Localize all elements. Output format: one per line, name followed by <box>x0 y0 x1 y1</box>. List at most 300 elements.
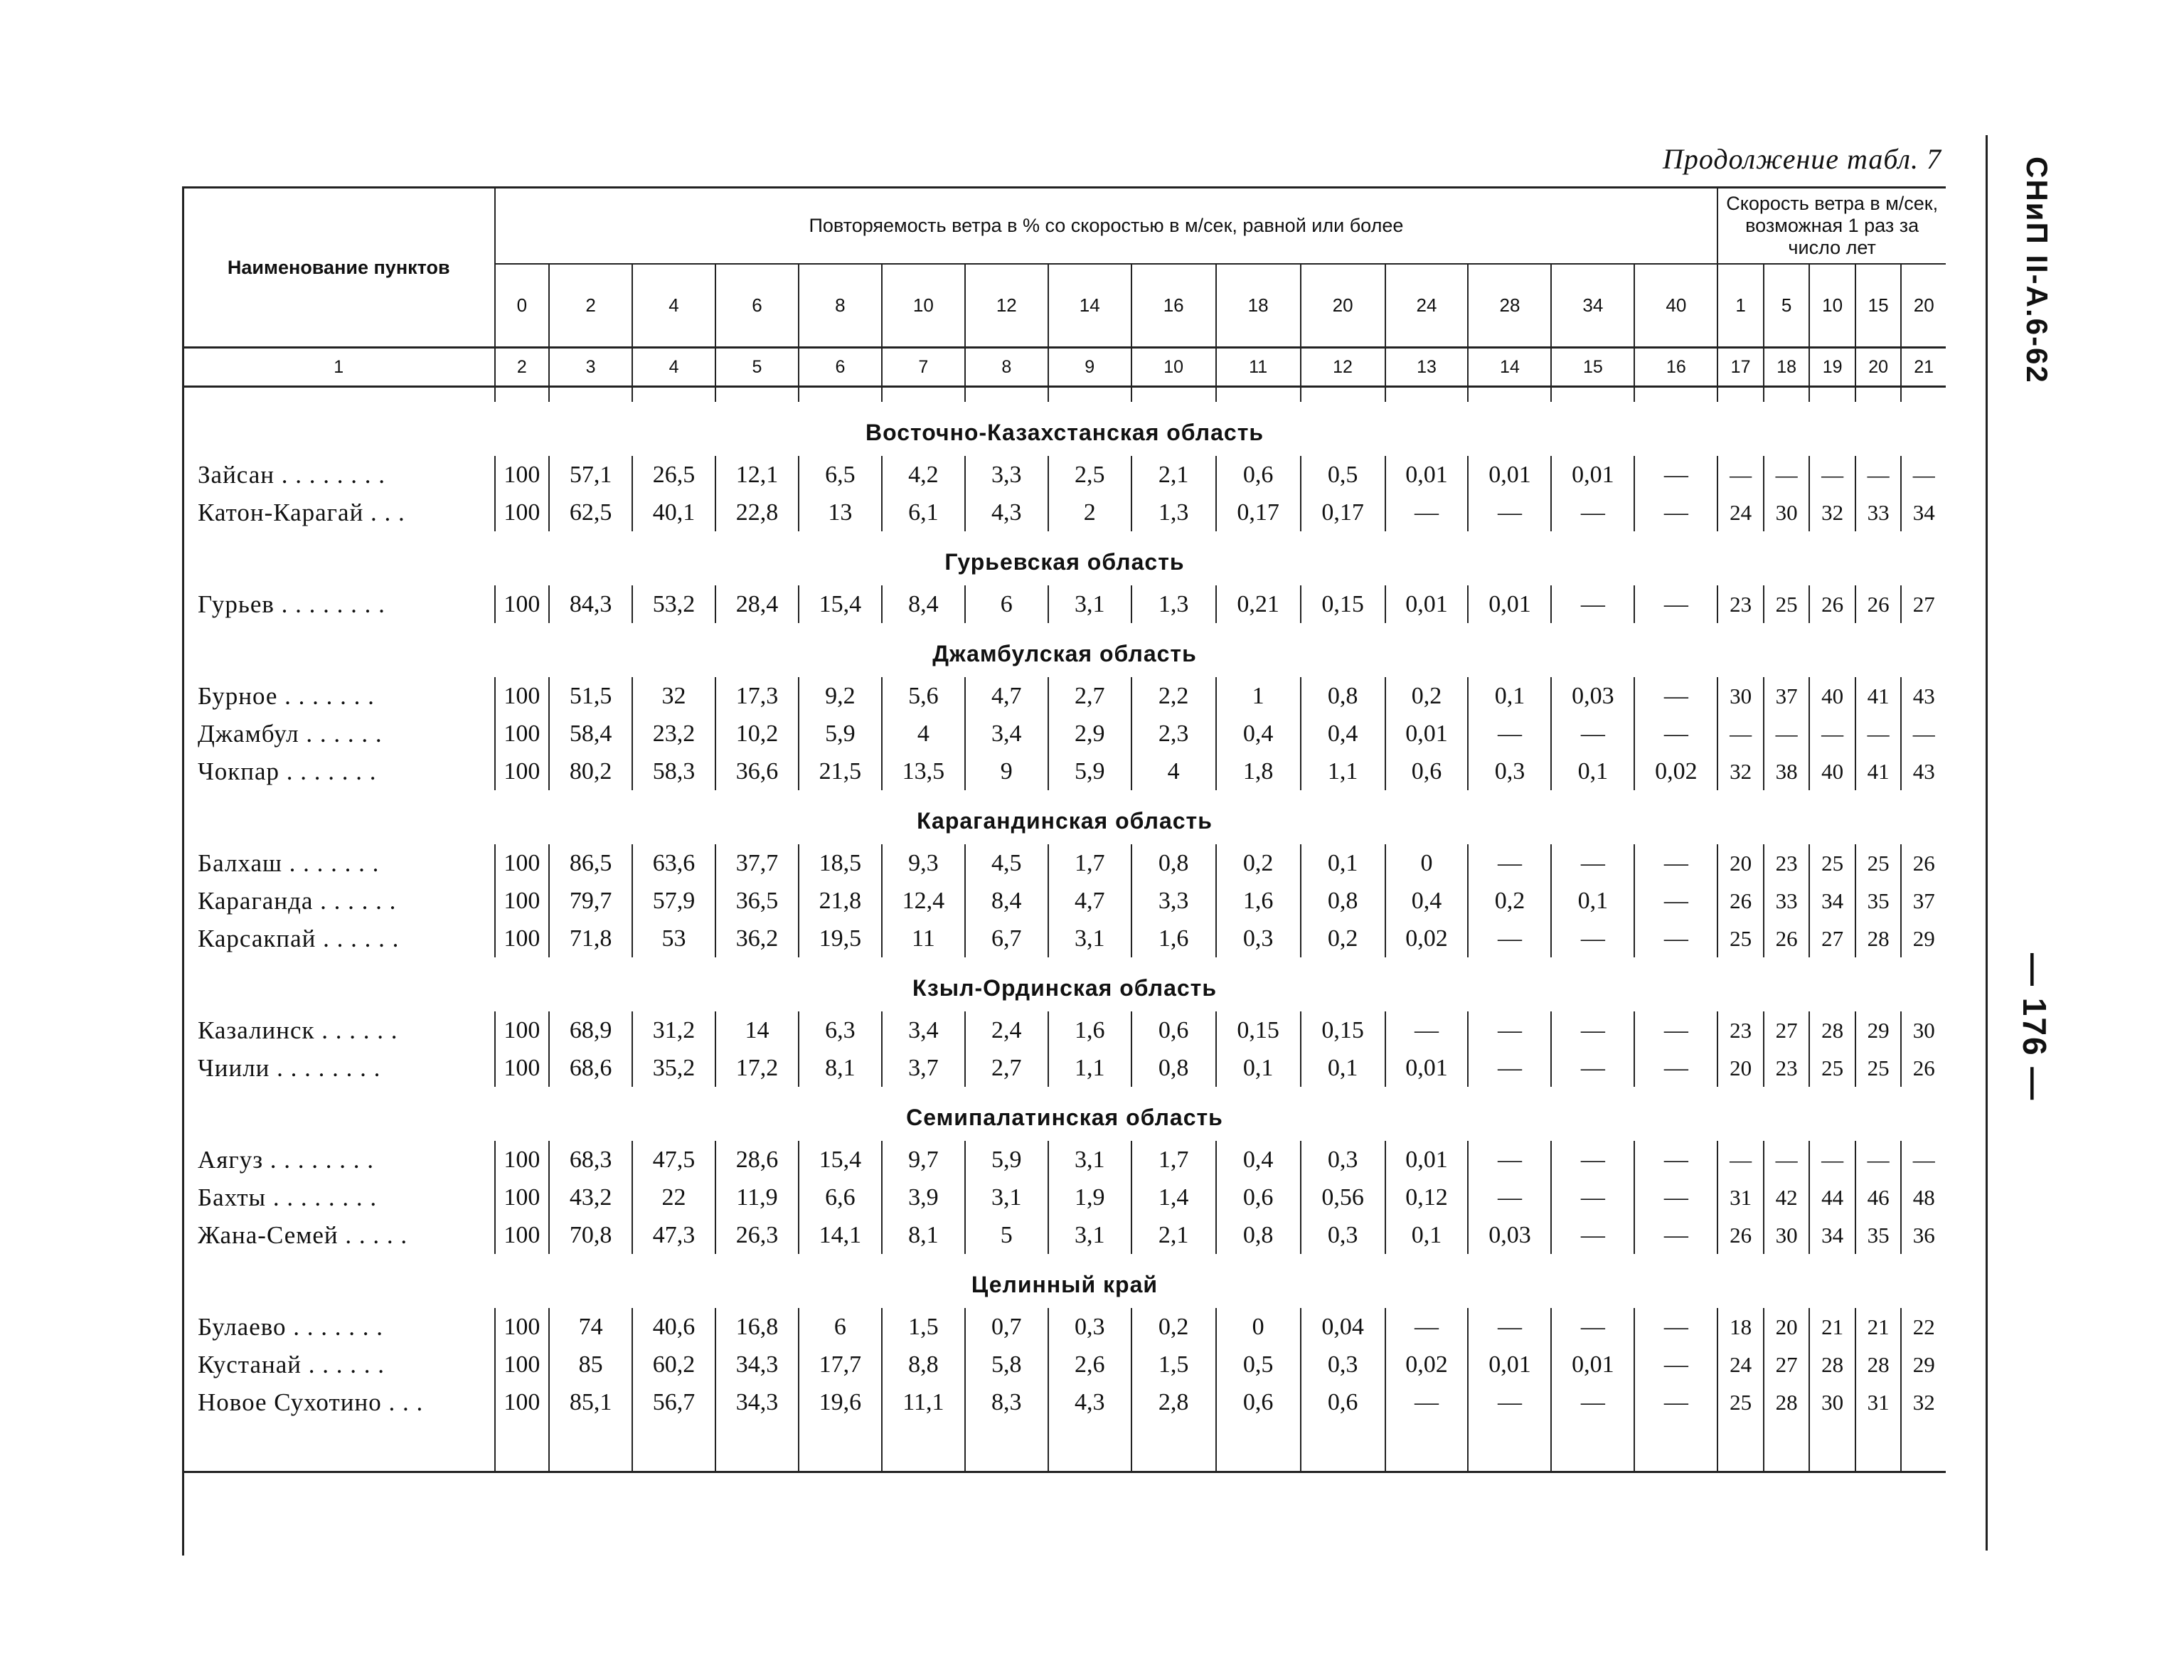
table-row <box>183 1141 1946 1179</box>
spacer-cell <box>965 387 1048 403</box>
repeatability-value: 62,5 <box>549 494 632 531</box>
repeatability-value: — <box>1551 1308 1634 1346</box>
repeatability-value: 15,4 <box>799 585 882 623</box>
station-name: Чокпар . . . . . . . <box>198 757 377 785</box>
max-speed-value: 21 <box>1855 1308 1902 1346</box>
column-number: 7 <box>882 348 965 387</box>
max-speed-value: 30 <box>1764 1216 1810 1254</box>
repeatability-value: 100 <box>495 1383 550 1421</box>
max-speed-value: 32 <box>1901 1383 1946 1421</box>
repeatability-value: 60,2 <box>632 1346 715 1383</box>
column-number: 12 <box>1301 348 1385 387</box>
column-number: 16 <box>1634 348 1717 387</box>
closing-cell <box>1717 1421 1764 1472</box>
station-name: Караганда . . . . . . <box>198 886 397 915</box>
repeatability-value: 47,5 <box>632 1141 715 1179</box>
repeatability-value: 100 <box>495 753 550 790</box>
column-number: 1 <box>183 348 495 387</box>
repeatability-value: — <box>1551 1216 1634 1254</box>
repeatability-value: 3,1 <box>965 1179 1048 1216</box>
repeatability-value: 23,2 <box>632 715 715 753</box>
repeatability-value: 47,3 <box>632 1216 715 1254</box>
max-speed-value: 23 <box>1717 1011 1764 1049</box>
repeatability-value: 0,2 <box>1216 844 1301 882</box>
max-speed-value: 26 <box>1901 844 1946 882</box>
max-speed-value: 24 <box>1717 494 1764 531</box>
repeatability-value: — <box>1634 1346 1717 1383</box>
repeatability-value: — <box>1468 1011 1551 1049</box>
repeatability-value: 56,7 <box>632 1383 715 1421</box>
repeatability-value: 3,4 <box>965 715 1048 753</box>
repeatability-value: — <box>1551 1383 1634 1421</box>
repeatability-value: — <box>1634 456 1717 494</box>
region-section-header <box>183 957 1946 1011</box>
region-title: Карагандинская область <box>917 807 1213 834</box>
column-number: 21 <box>1901 348 1946 387</box>
repeatability-value: 85,1 <box>549 1383 632 1421</box>
repeatability-value: 5,9 <box>965 1141 1048 1179</box>
max-speed-value: 24 <box>1717 1346 1764 1383</box>
repeatability-value: 0,6 <box>1216 456 1301 494</box>
max-speed-value: 46 <box>1855 1179 1902 1216</box>
max-speed-value: 20 <box>1717 1049 1764 1087</box>
region-section-header <box>183 1087 1946 1141</box>
max-speed-value: 25 <box>1764 585 1810 623</box>
repeatability-value: 0,4 <box>1216 715 1301 753</box>
station-name: Чиили . . . . . . . . <box>198 1053 381 1082</box>
repeatability-value: 8,1 <box>882 1216 965 1254</box>
speed-threshold-header: 4 <box>632 264 715 348</box>
max-speed-value: 31 <box>1717 1179 1764 1216</box>
region-title: Кзыл-Ординская область <box>912 974 1218 1001</box>
repeatability-value: 36,2 <box>715 920 799 957</box>
column-number: 10 <box>1131 348 1216 387</box>
spacer-cell <box>1855 387 1902 403</box>
repeatability-value: 0,03 <box>1468 1216 1551 1254</box>
repeatability-value: — <box>1468 920 1551 957</box>
table-row <box>183 1011 1946 1049</box>
repeatability-value: 2,7 <box>1048 677 1131 715</box>
speed-threshold-header: 14 <box>1048 264 1131 348</box>
repeatability-value: 43,2 <box>549 1179 632 1216</box>
repeatability-value: 8,4 <box>882 585 965 623</box>
repeatability-value: 100 <box>495 1011 550 1049</box>
repeatability-value: 15,4 <box>799 1141 882 1179</box>
repeatability-value: 2,5 <box>1048 456 1131 494</box>
repeatability-value: 0,1 <box>1385 1216 1469 1254</box>
repeatability-value: 53 <box>632 920 715 957</box>
closing-cell <box>1764 1421 1810 1472</box>
repeatability-value: 0,02 <box>1385 1346 1469 1383</box>
max-speed-value: — <box>1764 1141 1810 1179</box>
repeatability-value: 100 <box>495 1141 550 1179</box>
repeatability-value: 6,3 <box>799 1011 882 1049</box>
header-row-column-numbers <box>183 348 1946 387</box>
closing-cell <box>495 1421 550 1472</box>
repeatability-value: 3,1 <box>1048 920 1131 957</box>
repeatability-value: 0,56 <box>1301 1179 1385 1216</box>
column-number: 8 <box>965 348 1048 387</box>
speed-threshold-header: 24 <box>1385 264 1469 348</box>
max-speed-value: 18 <box>1717 1308 1764 1346</box>
repeatability-value: 85 <box>549 1346 632 1383</box>
spacer-cell <box>1216 387 1301 403</box>
speed-threshold-header: 40 <box>1634 264 1717 348</box>
repeatability-value: 0,01 <box>1385 1049 1469 1087</box>
spacer-cell <box>1717 387 1764 403</box>
repeatability-value: — <box>1385 1383 1469 1421</box>
closing-cell <box>882 1421 965 1472</box>
repeatability-value: 17,2 <box>715 1049 799 1087</box>
repeatability-value: 0,15 <box>1301 585 1385 623</box>
repeatability-value: 0 <box>1385 844 1469 882</box>
repeatability-value: 5,9 <box>1048 753 1131 790</box>
repeatability-value: 4,3 <box>965 494 1048 531</box>
max-speed-value: 34 <box>1901 494 1946 531</box>
max-speed-value: 40 <box>1809 677 1855 715</box>
max-speed-value: 43 <box>1901 677 1946 715</box>
repeatability-value: 0,17 <box>1216 494 1301 531</box>
repeatability-value: 0,1 <box>1301 844 1385 882</box>
max-speed-value: 23 <box>1717 585 1764 623</box>
max-speed-value: 44 <box>1809 1179 1855 1216</box>
repeatability-value: 36,5 <box>715 882 799 920</box>
repeatability-value: 17,3 <box>715 677 799 715</box>
repeatability-value: 2 <box>1048 494 1131 531</box>
repeatability-value: 2,4 <box>965 1011 1048 1049</box>
repeatability-value: 19,5 <box>799 920 882 957</box>
closing-cell <box>549 1421 632 1472</box>
repeatability-value: — <box>1385 1011 1469 1049</box>
repeatability-value: 0,01 <box>1468 585 1551 623</box>
repeatability-value: 18,5 <box>799 844 882 882</box>
max-speed-value: 28 <box>1809 1011 1855 1049</box>
repeatability-value: 0,01 <box>1385 585 1469 623</box>
max-speed-value: 20 <box>1764 1308 1810 1346</box>
repeatability-value: 68,3 <box>549 1141 632 1179</box>
spacer-cell <box>799 387 882 403</box>
speed-threshold-header: 2 <box>549 264 632 348</box>
max-speed-value: 21 <box>1809 1308 1855 1346</box>
max-speed-value: 28 <box>1855 920 1902 957</box>
spacer-cell <box>1385 387 1469 403</box>
repeatability-value: 9,2 <box>799 677 882 715</box>
region-title: Джамбулская область <box>932 640 1197 666</box>
repeatability-value: 2,1 <box>1131 1216 1216 1254</box>
repeatability-value: 0,3 <box>1301 1216 1385 1254</box>
max-speed-value: 30 <box>1901 1011 1946 1049</box>
spacer-row <box>183 387 1946 403</box>
repeatability-value: — <box>1634 677 1717 715</box>
repeatability-value: — <box>1551 1179 1634 1216</box>
speed-threshold-header: 34 <box>1551 264 1634 348</box>
max-speed-value: 29 <box>1901 920 1946 957</box>
max-speed-value: 48 <box>1901 1179 1946 1216</box>
repeatability-value: 17,7 <box>799 1346 882 1383</box>
repeatability-value: 4,3 <box>1048 1383 1131 1421</box>
repeatability-value: 16,8 <box>715 1308 799 1346</box>
max-speed-value: 35 <box>1855 882 1902 920</box>
repeatability-value: — <box>1551 920 1634 957</box>
repeatability-value: — <box>1634 882 1717 920</box>
repeatability-value: 51,5 <box>549 677 632 715</box>
repeatability-value: 14 <box>715 1011 799 1049</box>
repeatability-value: 1,4 <box>1131 1179 1216 1216</box>
max-speed-value: 27 <box>1901 585 1946 623</box>
repeatability-value: — <box>1468 1141 1551 1179</box>
repeatability-value: 0,01 <box>1385 1141 1469 1179</box>
max-speed-value: 33 <box>1855 494 1902 531</box>
table-header <box>183 188 1946 387</box>
closing-cell <box>1131 1421 1216 1472</box>
max-speed-value: 27 <box>1809 920 1855 957</box>
repeatability-value: 0,6 <box>1216 1179 1301 1216</box>
repeatability-value: 0,15 <box>1216 1011 1301 1049</box>
repeatability-value: 58,4 <box>549 715 632 753</box>
repeatability-value: 100 <box>495 882 550 920</box>
repeatability-value: — <box>1468 844 1551 882</box>
repeatability-value: — <box>1634 1049 1717 1087</box>
repeatability-value: — <box>1468 494 1551 531</box>
max-speed-value: 38 <box>1764 753 1810 790</box>
repeatability-value: — <box>1468 715 1551 753</box>
repeatability-value: 1,6 <box>1216 882 1301 920</box>
repeatability-value: 0,12 <box>1385 1179 1469 1216</box>
max-speed-value: 41 <box>1855 677 1902 715</box>
repeatability-value: 11,1 <box>882 1383 965 1421</box>
repeatability-value: — <box>1551 1049 1634 1087</box>
repeatability-value: 26,3 <box>715 1216 799 1254</box>
year-period-header: 15 <box>1855 264 1902 348</box>
repeatability-value: 0,8 <box>1131 1049 1216 1087</box>
year-period-header: 1 <box>1717 264 1764 348</box>
repeatability-value: 8,8 <box>882 1346 965 1383</box>
repeatability-value: 4,7 <box>965 677 1048 715</box>
speed-threshold-header: 0 <box>495 264 550 348</box>
repeatability-value: 0,2 <box>1468 882 1551 920</box>
repeatability-value: 2,7 <box>965 1049 1048 1087</box>
speed-threshold-header: 6 <box>715 264 799 348</box>
max-speed-value: — <box>1717 715 1764 753</box>
repeatability-value: 9,7 <box>882 1141 965 1179</box>
repeatability-value: 0,03 <box>1551 677 1634 715</box>
max-speed-value: 26 <box>1717 882 1764 920</box>
repeatability-value: — <box>1551 585 1634 623</box>
repeatability-value: 1,9 <box>1048 1179 1131 1216</box>
repeatability-value: 40,1 <box>632 494 715 531</box>
max-speed-value: — <box>1901 1141 1946 1179</box>
repeatability-value: 0,6 <box>1216 1383 1301 1421</box>
region-section-header <box>183 623 1946 677</box>
repeatability-value: 0,6 <box>1131 1011 1216 1049</box>
repeatability-value: 21,8 <box>799 882 882 920</box>
max-speed-value: 43 <box>1901 753 1946 790</box>
max-speed-value: 26 <box>1901 1049 1946 1087</box>
repeatability-value: 1,1 <box>1048 1049 1131 1087</box>
repeatability-value: 0,4 <box>1301 715 1385 753</box>
speed-threshold-header: 18 <box>1216 264 1301 348</box>
repeatability-value: — <box>1634 1011 1717 1049</box>
max-speed-value: 30 <box>1809 1383 1855 1421</box>
closing-cell <box>1809 1421 1855 1472</box>
repeatability-value: 0,5 <box>1216 1346 1301 1383</box>
repeatability-value: 68,9 <box>549 1011 632 1049</box>
repeatability-value: 100 <box>495 715 550 753</box>
column-number: 11 <box>1216 348 1301 387</box>
max-speed-value: 32 <box>1717 753 1764 790</box>
year-period-header: 10 <box>1809 264 1855 348</box>
repeatability-value: 84,3 <box>549 585 632 623</box>
max-speed-value: — <box>1764 715 1810 753</box>
repeatability-value: 2,1 <box>1131 456 1216 494</box>
table-row <box>183 715 1946 753</box>
closing-cell <box>1551 1421 1634 1472</box>
closing-cell <box>1468 1421 1551 1472</box>
region-section-header <box>183 1254 1946 1308</box>
repeatability-value: 31,2 <box>632 1011 715 1049</box>
column-number: 4 <box>632 348 715 387</box>
speed-threshold-header: 20 <box>1301 264 1385 348</box>
max-speed-value: 36 <box>1901 1216 1946 1254</box>
repeatability-value: 100 <box>495 1049 550 1087</box>
repeatability-value: 11,9 <box>715 1179 799 1216</box>
closing-cell <box>183 1421 495 1472</box>
repeatability-value: — <box>1634 844 1717 882</box>
max-speed-value: 25 <box>1855 844 1902 882</box>
repeatability-value: 100 <box>495 677 550 715</box>
spacer-cell <box>1764 387 1810 403</box>
max-speed-value: — <box>1855 1141 1902 1179</box>
spacer-cell <box>1301 387 1385 403</box>
repeatability-value: — <box>1468 1049 1551 1087</box>
max-speed-value: 22 <box>1901 1308 1946 1346</box>
closing-row <box>183 1421 1946 1472</box>
repeatability-value: 0,8 <box>1216 1216 1301 1254</box>
repeatability-value: 1,3 <box>1131 494 1216 531</box>
repeatability-value: 100 <box>495 585 550 623</box>
table-row <box>183 1049 1946 1087</box>
repeatability-value: 0,6 <box>1385 753 1469 790</box>
column-number: 19 <box>1809 348 1855 387</box>
repeatability-value: 1,5 <box>1131 1346 1216 1383</box>
max-speed-value: 29 <box>1901 1346 1946 1383</box>
repeatability-value: 0,2 <box>1131 1308 1216 1346</box>
repeatability-header: Повторяемость ветра в % со скоростью в м/сек, равной или более <box>495 188 1718 265</box>
max-speed-value: 20 <box>1717 844 1764 882</box>
repeatability-value: 6,6 <box>799 1179 882 1216</box>
max-speed-value: — <box>1855 456 1902 494</box>
table-row <box>183 1308 1946 1346</box>
max-speed-value: 34 <box>1809 882 1855 920</box>
repeatability-value: 6 <box>965 585 1048 623</box>
repeatability-value: 22,8 <box>715 494 799 531</box>
closing-cell <box>1855 1421 1902 1472</box>
table-row <box>183 677 1946 715</box>
closing-cell <box>1048 1421 1131 1472</box>
station-name: Гурьев . . . . . . . . <box>198 590 385 618</box>
closing-cell <box>965 1421 1048 1472</box>
table-row <box>183 494 1946 531</box>
repeatability-value: 0,4 <box>1385 882 1469 920</box>
repeatability-value: 3,1 <box>1048 585 1131 623</box>
repeatability-value: 6 <box>799 1308 882 1346</box>
repeatability-value: 0,8 <box>1301 882 1385 920</box>
repeatability-value: 2,9 <box>1048 715 1131 753</box>
max-speed-value: 35 <box>1855 1216 1902 1254</box>
repeatability-value: 8,4 <box>965 882 1048 920</box>
repeatability-value: 100 <box>495 1179 550 1216</box>
station-name: Жана-Семей . . . . . <box>198 1221 408 1249</box>
repeatability-value: 53,2 <box>632 585 715 623</box>
repeatability-value: — <box>1634 494 1717 531</box>
repeatability-value: 0,6 <box>1301 1383 1385 1421</box>
closing-cell <box>1301 1421 1385 1472</box>
station-name: Аягуз . . . . . . . . <box>198 1145 375 1174</box>
column-number: 20 <box>1855 348 1902 387</box>
max-speed-value: 26 <box>1717 1216 1764 1254</box>
repeatability-value: 63,6 <box>632 844 715 882</box>
region-section-header <box>183 402 1946 456</box>
repeatability-value: — <box>1468 1179 1551 1216</box>
max-speed-value: 41 <box>1855 753 1902 790</box>
spacer-cell <box>495 387 550 403</box>
max-speed-value: 30 <box>1764 494 1810 531</box>
max-speed-value: 29 <box>1855 1011 1902 1049</box>
repeatability-value: 0,1 <box>1551 753 1634 790</box>
column-number: 15 <box>1551 348 1634 387</box>
repeatability-value: 86,5 <box>549 844 632 882</box>
repeatability-value: 0,7 <box>965 1308 1048 1346</box>
repeatability-value: 2,3 <box>1131 715 1216 753</box>
max-speed-value: 23 <box>1764 844 1810 882</box>
max-speed-value: 37 <box>1764 677 1810 715</box>
region-title: Восточно-Казахстанская область <box>865 419 1264 445</box>
max-speed-value: 28 <box>1764 1383 1810 1421</box>
repeatability-value: 0,17 <box>1301 494 1385 531</box>
repeatability-value: 80,2 <box>549 753 632 790</box>
max-speed-header: Скорость ветра в м/сек, возможная 1 раз за число лет <box>1717 188 1946 265</box>
repeatability-value: 74 <box>549 1308 632 1346</box>
repeatability-value: 2,8 <box>1131 1383 1216 1421</box>
repeatability-value: 0,1 <box>1551 882 1634 920</box>
closing-cell <box>1385 1421 1469 1472</box>
max-speed-value: 25 <box>1717 1383 1764 1421</box>
repeatability-value: — <box>1551 494 1634 531</box>
table-row <box>183 753 1946 790</box>
max-speed-value: — <box>1809 456 1855 494</box>
station-name: Казалинск . . . . . . <box>198 1016 398 1044</box>
repeatability-value: — <box>1385 1308 1469 1346</box>
repeatability-value: — <box>1468 1308 1551 1346</box>
repeatability-value: — <box>1551 715 1634 753</box>
repeatability-value: 0,15 <box>1301 1011 1385 1049</box>
repeatability-value: — <box>1551 844 1634 882</box>
max-speed-value: 26 <box>1809 585 1855 623</box>
closing-cell <box>632 1421 715 1472</box>
speed-threshold-header: 10 <box>882 264 965 348</box>
region-section-header <box>183 790 1946 844</box>
station-name: Кустанай . . . . . . <box>198 1350 385 1378</box>
closing-cell <box>715 1421 799 1472</box>
region-section-header <box>183 531 1946 585</box>
table-row <box>183 844 1946 882</box>
spacer-cell <box>549 387 632 403</box>
repeatability-value: 9,3 <box>882 844 965 882</box>
repeatability-value: 0,3 <box>1048 1308 1131 1346</box>
repeatability-value: 2,2 <box>1131 677 1216 715</box>
repeatability-value: 0,01 <box>1385 456 1469 494</box>
repeatability-value: 37,7 <box>715 844 799 882</box>
